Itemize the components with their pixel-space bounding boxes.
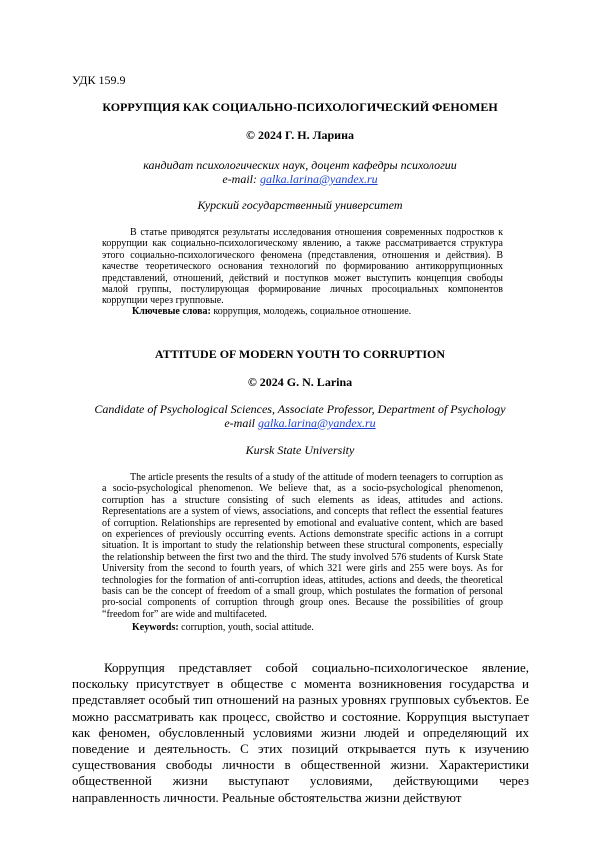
email-label-ru: e-mail: xyxy=(222,172,260,186)
email-link-ru[interactable]: galka.larina@yandex.ru xyxy=(259,172,378,186)
article-title-en: ATTITUDE OF MODERN YOUTH TO CORRUPTION xyxy=(154,347,446,361)
abstract-ru-text: В статье приводятся результаты исследования отношения современных подростков к коррупции как социально-психологическому явлению, а также рассматривается структура этого социально-психологического феномена (представления, отношения и действия). В качестве теоретического основания технологий по формированию антикоррупционных представлений, отношений, действий и поступков может выступить концепция свободы малой группы, постулирующая формирование личных просоциальных компонентов коррупции через групповые. xyxy=(102,227,503,307)
abstract-ru xyxy=(102,227,503,307)
author-position-en: Candidate of Psychological Sciences, Associate Professor, Department of Psychology xyxy=(94,402,506,416)
keywords-label-ru: Ключевые слова: xyxy=(132,306,211,317)
keywords-text-ru: коррупция, молодежь, социальное отношение. xyxy=(210,306,412,317)
university-en: Kursk State University xyxy=(245,443,355,457)
udk-code: УДК 159.9 xyxy=(72,73,126,87)
email-label-en: e-mail xyxy=(224,416,258,430)
body-paragraph: Коррупция представляет собой социально-психологическое явление, поскольку присутствует в обществе с момента возникновения государства и представляет особый тип отношений на разных уровнях групповых субъектов. Ее можно рассматривать как процесс, свойство и состояние. Коррупция выступает как феномен, обусловленный условиями жизни людей и определяющий их поведение и деятельность. С этих позиций открывается путь к изучению существования свободы личности в общественной жизни. Характеристики общественной жизни выступают условиями, действующими через направленность личности. Реальные обстоятельства жизни действуют xyxy=(72,660,529,805)
abstract-en-text: The article presents the results of a study of the attitude of modern teenagers to corruption as a socio-psychological phenomenon. We believe that, as a socio-psychological phenomenon, corruption has a structure consisting of such elements as ideas, attitudes and actions. Representations are a system of views, associations, and concepts that reflect the essential features of corruption. Relationships are represented by emotional and evaluative content, which are based on experiences of previously occurring events. Actions demonstrate specific actions in a corrupt situation. It is important to study the relationship between these structural components, especially the relationship between the first two and the third. The study involved 576 students of Kursk State University from the second to fourth years, of which 321 were girls and 255 were boys. As for technologies for the formation of anti-corruption ideas, attitudes, actions and deeds, the theoretical basis can be the concept of freedom of a small group, which postulates the formation of personal pro-social components of corruption through group ones. Because the possibilities of group “freedom for” are wide and multifaceted. xyxy=(102,472,503,620)
copyright-ru: © 2024 Г. Н. Ларина xyxy=(245,128,355,142)
author-position-ru: кандидат психологических наук, доцент кафедры психологии xyxy=(143,158,457,172)
keywords-text-en: corruption, youth, social attitude. xyxy=(178,622,314,633)
article-title-ru: КОРРУПЦИЯ КАК СОЦИАЛЬНО-ПСИХОЛОГИЧЕСКИЙ ФЕНОМЕН xyxy=(102,100,498,114)
copyright-en: © 2024 G. N. Larina xyxy=(247,375,353,389)
keywords-ru xyxy=(132,306,411,317)
keywords-label-en: Keywords: xyxy=(132,622,179,633)
university-ru: Курский государственный университет xyxy=(197,198,403,212)
abstract-en xyxy=(102,472,503,620)
main-body-text xyxy=(72,660,529,806)
author-email-ru xyxy=(0,172,600,187)
keywords-en xyxy=(132,622,314,633)
author-email-en xyxy=(0,416,600,431)
email-link-en[interactable]: galka.larina@yandex.ru xyxy=(257,416,376,430)
